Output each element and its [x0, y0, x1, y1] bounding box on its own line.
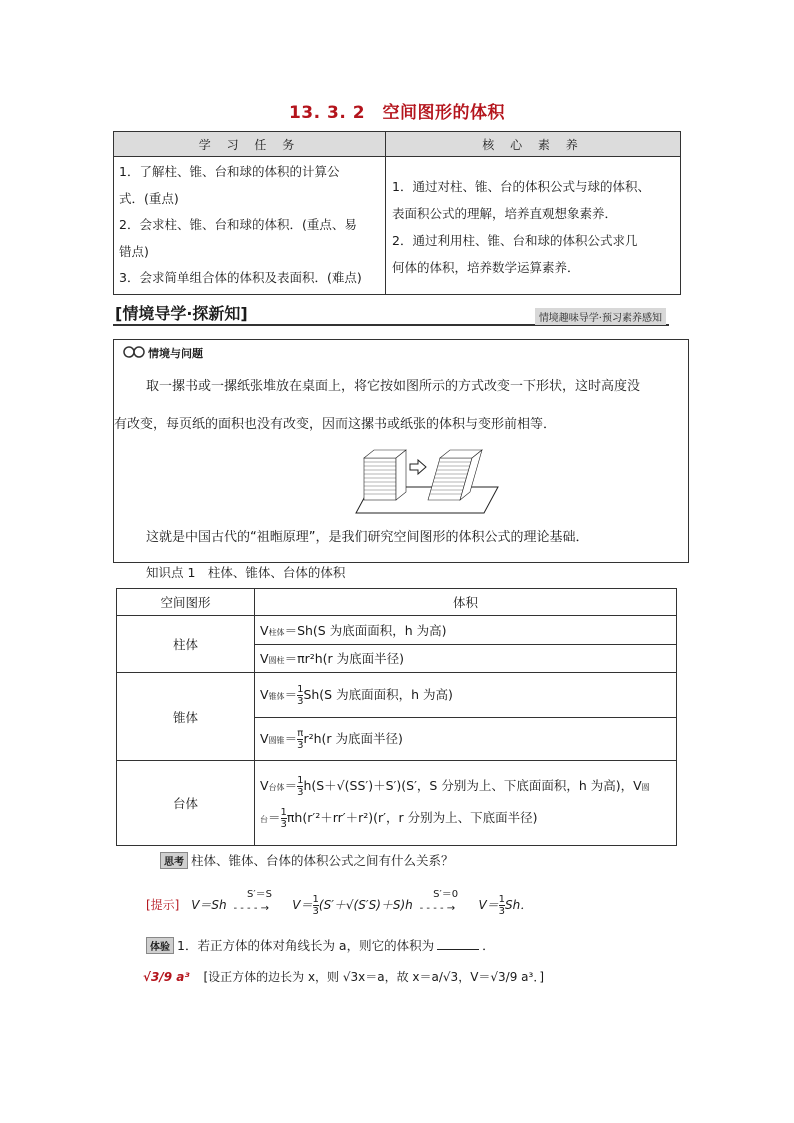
page-title: 13. 3. 2 空间图形的体积: [288, 103, 506, 123]
vol-formula: V台体＝ $\frac{1}{3}$ h(S＋√(SS′)＋S′)(S′，S 分别为上、下底面面积，h 为高)，V圆 台＝ $\frac{1}{3}$ πh(r′²＋rr′＋r²)(r′，r 分别为上、下底面半径): [255, 761, 677, 846]
literacy-line: 1．通过对柱、锥、台的体积公式与球的体积、: [392, 178, 650, 194]
think-label: 思考: [160, 852, 188, 869]
scenario-tag: 情境与问题: [148, 347, 203, 360]
exercise-label: 体验: [146, 937, 174, 954]
book-stack-figure: [334, 445, 500, 515]
answer-text: [设正方体的边长为 x，则 √3x＝a，故 x＝a/√3，V＝√3/9 a³．]: [203, 970, 545, 984]
section-banner: [113, 300, 669, 326]
task-line: 式．(重点): [119, 190, 179, 206]
scenario-para3: 这就是中国古代的“祖暅原理”，是我们研究空间图形的体积公式的理论基础．: [146, 530, 589, 545]
tasks-header-right: 核 心 素 养: [386, 132, 681, 157]
arrow-equal-S: S′＝S - - - - →: [233, 889, 272, 914]
knowledge-point-title: 知识点 1 柱体、锥体、台体的体积: [146, 565, 346, 580]
task-line: 1．了解柱、锥、台和球的体积的计算公: [119, 164, 340, 179]
arrow-equal-zero: S′＝0 - - - - →: [419, 889, 459, 914]
task-line: 2．会求柱、锥、台和球的体积．(重点、易: [119, 217, 357, 232]
volume-formula-table: [116, 588, 677, 846]
tasks-header-left: 学 习 任 务: [114, 132, 386, 157]
literacy-line: 表面积公式的理解，培养直观想象素养．: [392, 205, 618, 221]
scenario-box: [113, 339, 689, 563]
tasks-right-cell: [386, 157, 681, 295]
answer-value: √3/9 a³: [143, 970, 190, 984]
glasses-icon: [122, 345, 146, 359]
hint-line: [提示] V＝Sh S′＝S - - - - → V＝ $\frac{1}{3}$ (S′＋√(S′S)＋S)h S′＝0 - - - - → V＝ $\frac{1}{3}$ Sh．: [146, 889, 533, 917]
think-question: [160, 851, 454, 869]
learning-tasks-table: [113, 131, 681, 295]
section-subtitle: 情境趣味导学·预习素养感知: [535, 308, 666, 325]
scenario-para2: 有改变，每页纸的面积也没有改变，因而这摞书或纸张的体积与变形前相等．: [114, 417, 557, 432]
task-line: 错点): [119, 243, 149, 259]
think-text: 柱体、锥体、台体的体积公式之间有什么关系？: [191, 853, 454, 868]
vol-header-volume: 体积: [255, 589, 677, 616]
literacy-line: 何体的体积，培养数学运算素养．: [392, 259, 580, 275]
vol-row-name: 锥体: [117, 673, 255, 761]
exercise-line: 体验 1．若正方体的体对角线长为 a，则它的体积为 ．: [146, 936, 495, 954]
vol-formula: V圆柱＝πr²h(r 为底面半径): [255, 644, 677, 673]
vol-row-name: 台体: [117, 761, 255, 846]
answer-line: [143, 968, 544, 985]
task-line: 3．会求简单组合体的体积及表面积．(难点): [119, 270, 362, 285]
vol-formula: V锥体＝ $\frac{1}{3}$ Sh(S 为底面面积，h 为高): [255, 673, 677, 718]
vol-header-shape: 空间图形: [117, 589, 255, 616]
answer-blank: [437, 949, 479, 950]
tasks-left-cell: [114, 157, 386, 295]
scenario-para1: 取一摞书或一摞纸张堆放在桌面上，将它按如图所示的方式改变一下形状，这时高度没: [146, 379, 641, 394]
literacy-line: 2．通过利用柱、锥、台和球的体积公式求几: [392, 232, 638, 248]
hint-label: [提示]: [146, 898, 180, 912]
section-title: [情境导学·探新知]: [115, 304, 248, 323]
vol-formula: V柱体＝Sh(S 为底面面积，h 为高): [255, 616, 677, 645]
vol-row-name: 柱体: [117, 616, 255, 673]
exercise-text: 1．若正方体的体对角线长为 a，则它的体积为: [177, 938, 435, 953]
vol-formula: V圆锥＝ $\frac{\pi}{3}$ r²h(r 为底面半径): [255, 718, 677, 761]
